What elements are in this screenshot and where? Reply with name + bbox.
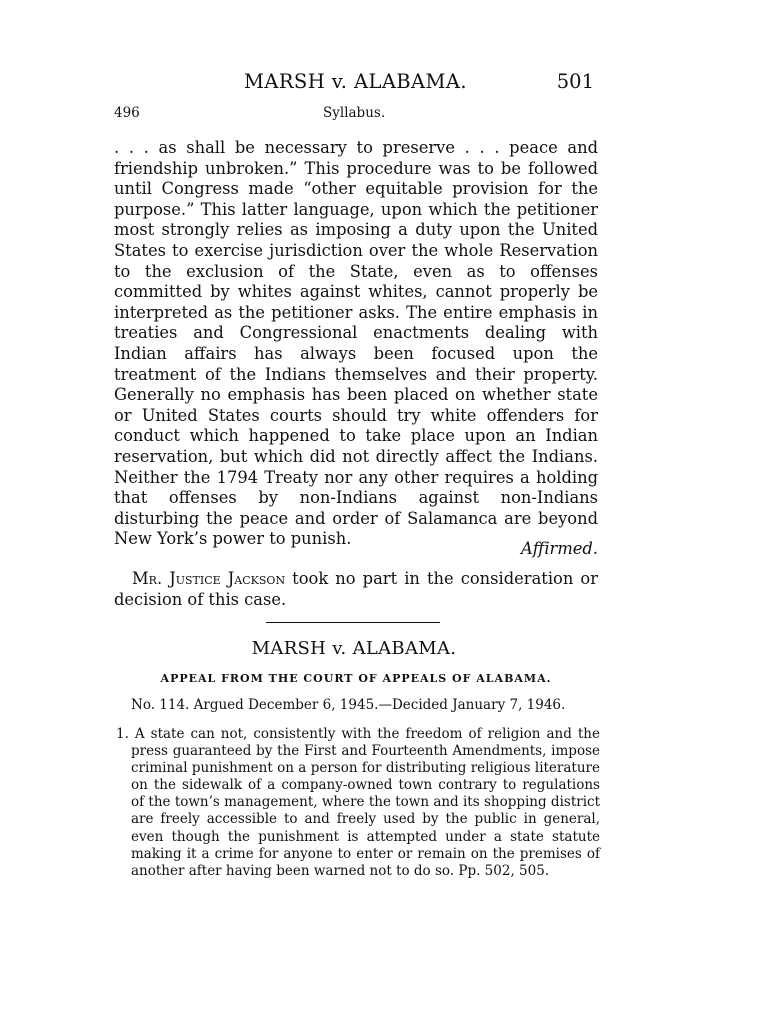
page-number: 501 — [556, 70, 594, 93]
headnote-item: 1. A state can not, consistently with the freedom of religion and the press guaranteed by the First and Fourteenth Amendments, impose criminal punishment on a person for distributing religious literature on the sidewalk of a company-owned town contrary to regulations of the town’s management, where the town and its shopping district are freely accessible to and freely used by the public in general, even though the punishment is attempted under a state statute making it a crime for anyone to enter or remain on the premises of another after having been warned not to do so. Pp. 502, 505. — [116, 726, 600, 879]
main-paragraph: . . . as shall be necessary to preserve . . . peace and friendship unbroken.” This procedure was to be followed until Congress made “other equitable provision for the purpose.” This latter language, upon which the petitioner most strongly relies as imposing a duty upon the United States to exercise jurisdiction over the whole Reservation to the exclusion of the State, even as to offenses committed by whites against whites, cannot properly be interpreted as the petitioner asks. The entire emphasis in treaties and Congressional enactments dealing with Indian affairs has always been focused upon the treatment of the Indians themselves and their property. Generally no emphasis has been placed on whether state or United States courts should try white offenders for conduct which happened to take place upon an Indian reservation, but which did not directly affect the Indians. Neither the 1794 Treaty nor any other requires a holding that offenses by non-Indians against non-Indians disturbing the peace and order of Salamanca are beyond New York’s power to punish. — [114, 138, 598, 549]
justice-note-text: took no part in the consideration or decision of this case. — [114, 569, 598, 609]
case-title: MARSH v. ALABAMA. — [251, 638, 457, 659]
docket-line: No. 114. Argued December 6, 1945.—Decided January 7, 1946. — [131, 697, 566, 713]
justice-note — [114, 568, 598, 610]
justice-name: Mr. Justice Jackson — [132, 569, 286, 588]
appeal-line: APPEAL FROM THE COURT OF APPEALS OF ALABAMA. — [160, 672, 552, 685]
running-head-title: MARSH v. ALABAMA. — [244, 70, 467, 93]
disposition: Affirmed. — [521, 539, 598, 558]
opinion-reference-page: 496 — [114, 105, 140, 121]
headnote — [116, 726, 600, 880]
running-head — [244, 70, 596, 96]
section-divider — [266, 622, 440, 623]
page-subhead — [114, 105, 598, 125]
section-label: Syllabus. — [323, 105, 386, 121]
